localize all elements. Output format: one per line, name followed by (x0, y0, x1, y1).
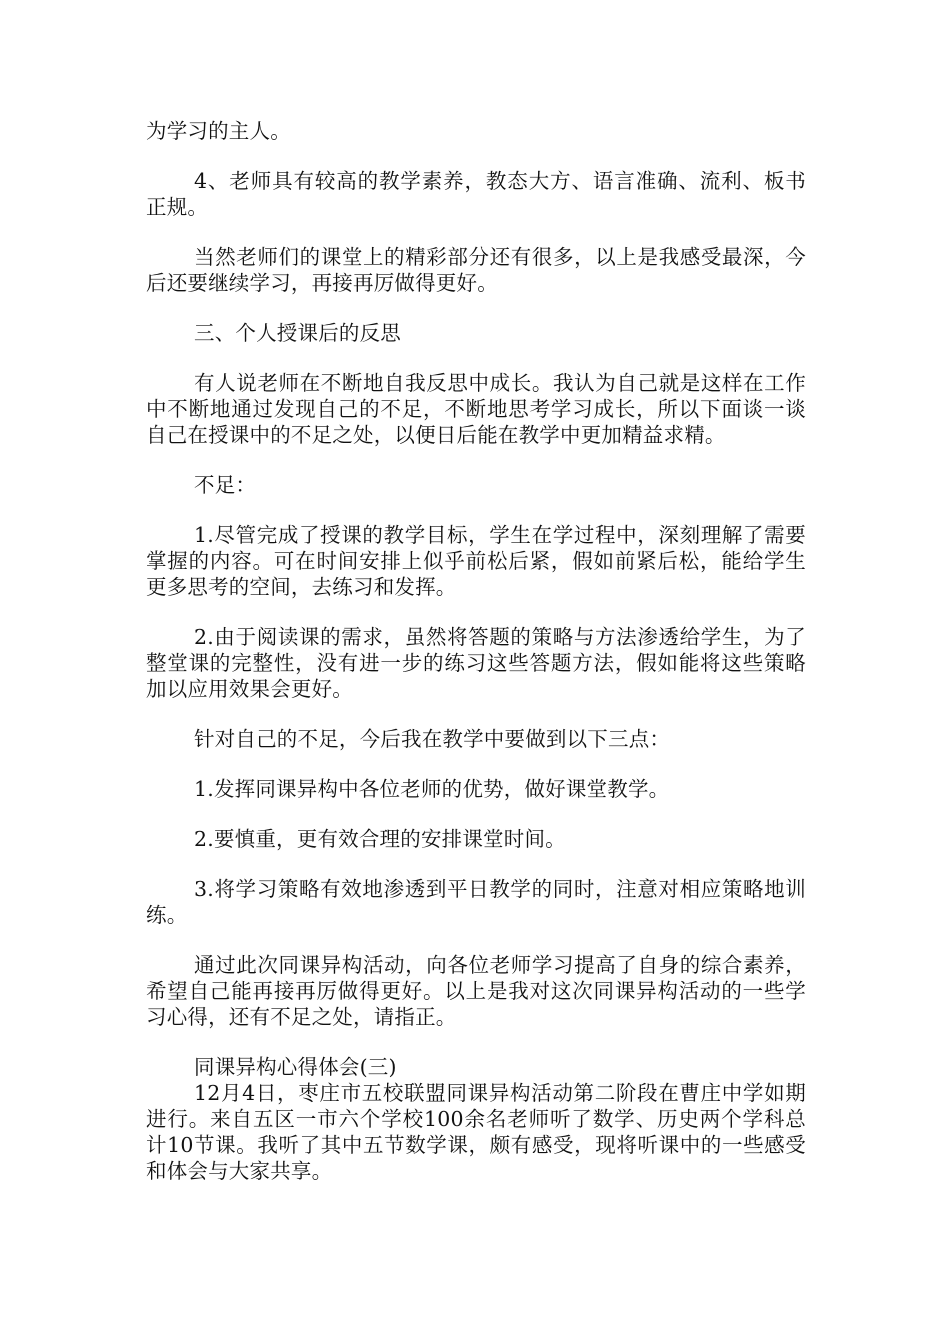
document-body (146, 118, 806, 1208)
plan-item-1: 1.发挥同课异构中各位老师的优势，做好课堂教学。 (194, 777, 670, 801)
paragraph-13: 通过此次同课异构活动，向各位老师学习提高了自身的综合素养，希望自己能再接再厉做得更好。以上是我对这次同课异构活动的一些学习心得，还有不足之处，请指正。 (146, 953, 806, 1029)
paragraph-3: 当然老师们的课堂上的精彩部分还有很多，以上是我感受最深，今后还要继续学习，再接再厉做得更好。 (146, 245, 806, 295)
plan-item-3: 3.将学习策略有效地渗透到平日教学的同时，注意对相应策略地训练。 (146, 877, 806, 927)
section-heading-reflection: 三、个人授课后的反思 (194, 321, 401, 345)
plan-item-2: 2.要慎重，更有效合理的安排课堂时间。 (194, 827, 566, 851)
section-title-part-three: 同课异构心得体会(三) (194, 1055, 397, 1079)
shortcomings-heading: 不足： (194, 473, 257, 497)
paragraph-5: 有人说老师在不断地自我反思中成长。我认为自己就是这样在工作中不断地通过发现自己的不足，不断地思考学习成长，所以下面谈一谈自己在授课中的不足之处，以便日后能在教学中更加精益求精。 (146, 371, 806, 447)
paragraph-2: 4、老师具有较高的教学素养，教态大方、语言准确、流利、板书正规。 (146, 169, 806, 219)
paragraph-1: 为学习的主人。 (146, 119, 291, 143)
paragraph-15: 12月4日，枣庄市五校联盟同课异构活动第二阶段在曹庄中学如期进行。来自五区一市六个学校100余名老师听了数学、历史两个学科总计10节课。我听了其中五节数学课，颇有感受，现将听课中的一些感受和体会与大家共享。 (146, 1081, 806, 1183)
shortcoming-item-1: 1.尽管完成了授课的教学目标，学生在学过程中，深刻理解了需要掌握的内容。可在时间安排上似乎前松后紧，假如前紧后松，能给学生更多思考的空间，去练习和发挥。 (146, 523, 806, 599)
shortcoming-item-2: 2.由于阅读课的需求，虽然将答题的策略与方法渗透给学生，为了整堂课的完整性，没有进一步的练习这些答题方法，假如能将这些策略加以应用效果会更好。 (146, 625, 806, 701)
paragraph-9: 针对自己的不足，今后我在教学中要做到以下三点： (194, 727, 671, 751)
